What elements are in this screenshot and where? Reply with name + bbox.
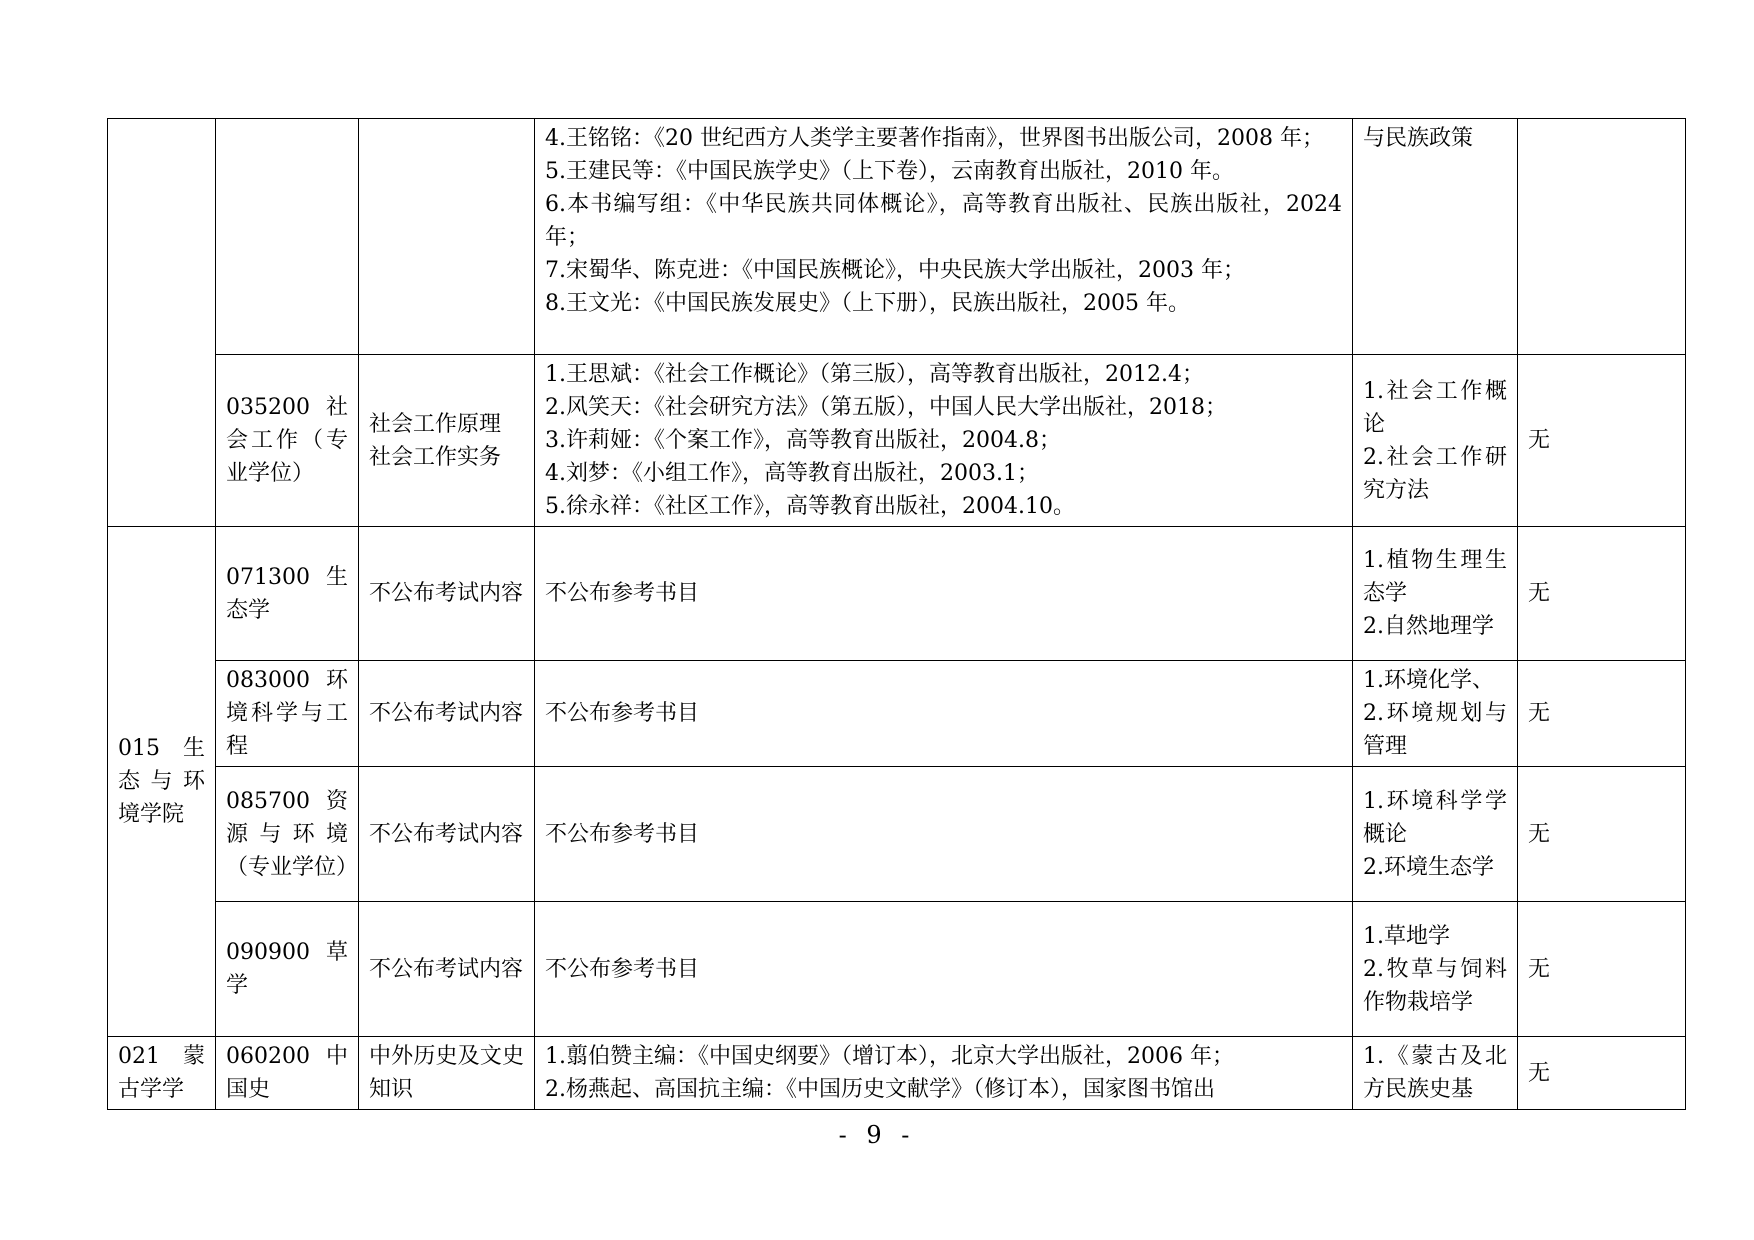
refs-cell: 不公布参考书目 [535, 767, 1353, 902]
refs-cell [535, 1037, 1353, 1110]
ref-line: 6.本书编写组：《中华民族共同体概论》，高等教育出版社、民族出版社，2024 年； [545, 192, 1342, 250]
major-cell: 071300 生态学 [216, 527, 359, 661]
table-row [108, 661, 1686, 767]
reference-table [107, 118, 1686, 1110]
refs-cell: 不公布参考书目 [535, 527, 1353, 661]
ref-line: 8.王文光：《中国民族发展史》（上下册），民族出版社，2005 年。 [545, 291, 1190, 316]
extra-cell: 无 [1518, 1037, 1686, 1110]
retest-line: 1.社会工作概论 [1363, 378, 1507, 437]
retest-cell [1353, 355, 1518, 527]
retest-line: 1.草地学 [1363, 923, 1450, 949]
exam-cell: 不公布考试内容 [359, 661, 535, 767]
retest-line: 1.环境化学、 [1363, 668, 1494, 693]
retest-line: 1.植物生理生态学 [1363, 548, 1507, 606]
ref-line: 4.刘梦：《小组工作》，高等教育出版社，2003.1； [545, 461, 1039, 486]
table-row [108, 527, 1686, 661]
retest-cell [1353, 661, 1518, 767]
refs-cell: 不公布参考书目 [535, 661, 1353, 767]
refs-cell: 不公布参考书目 [535, 902, 1353, 1037]
ref-line: 1.翦伯赞主编：《中国史纲要》（增订本），北京大学出版社，2006 年； [545, 1044, 1234, 1069]
college-cell: 015 生态与环境学院 [108, 527, 216, 1037]
exam-cell [359, 119, 535, 355]
major-cell: 085700 资源与环境（专业学位） [216, 767, 359, 902]
retest-line: 1.环境科学学概论 [1363, 788, 1507, 847]
college-cell: 021 蒙古学学 [108, 1037, 216, 1110]
extra-cell: 无 [1518, 767, 1686, 902]
table-row [108, 119, 1686, 355]
refs-cell [535, 119, 1353, 355]
extra-cell: 无 [1518, 527, 1686, 661]
college-cell [108, 119, 216, 527]
ref-line: 2.风笑天：《社会研究方法》（第五版），中国人民大学出版社，2018； [545, 395, 1227, 420]
ref-line: 5.王建民等：《中国民族学史》（上下卷），云南教育出版社，2010 年。 [545, 159, 1234, 184]
major-cell [216, 119, 359, 355]
table-row [108, 767, 1686, 902]
extra-cell [1518, 119, 1686, 355]
exam-cell: 不公布考试内容 [359, 527, 535, 661]
retest-line: 2.牧草与饲料作物栽培学 [1363, 956, 1507, 1015]
retest-line: 2.社会工作研究方法 [1363, 444, 1507, 503]
major-cell: 035200 社会工作（专业学位） [216, 355, 359, 527]
table-row [108, 902, 1686, 1037]
extra-cell: 无 [1518, 902, 1686, 1037]
retest-line: 2.自然地理学 [1363, 614, 1494, 639]
ref-line: 3.许莉娅：《个案工作》，高等教育出版社，2004.8； [545, 428, 1061, 453]
exam-cell: 不公布考试内容 [359, 767, 535, 902]
extra-cell: 无 [1518, 355, 1686, 527]
retest-cell [1353, 527, 1518, 661]
page-number: - 9 - [838, 1121, 916, 1149]
table-row [108, 355, 1686, 527]
retest-cell [1353, 902, 1518, 1037]
ref-line: 1.王思斌：《社会工作概论》（第三版），高等教育出版社，2012.4； [545, 362, 1204, 387]
retest-cell: 1.《蒙古及北方民族史基 [1353, 1037, 1518, 1110]
exam-cell [359, 355, 535, 527]
extra-cell: 无 [1518, 661, 1686, 767]
major-cell: 083000 环境科学与工程 [216, 661, 359, 767]
ref-line: 7.宋蜀华、陈克进：《中国民族概论》，中央民族大学出版社，2003 年； [545, 258, 1245, 283]
exam-line: 社会工作实务 [369, 444, 502, 470]
retest-cell [1353, 119, 1518, 355]
ref-line: 5.徐永祥：《社区工作》，高等教育出版社，2004.10。 [545, 494, 1075, 519]
refs-cell [535, 355, 1353, 527]
table-row [108, 1037, 1686, 1110]
exam-cell: 中外历史及文史知识 [359, 1037, 535, 1110]
major-cell: 090900 草学 [216, 902, 359, 1037]
retest-line: 2.环境生态学 [1363, 854, 1494, 880]
retest-line: 与民族政策 [1363, 126, 1474, 151]
major-cell: 060200 中国史 [216, 1037, 359, 1110]
exam-line: 社会工作原理 [369, 411, 502, 437]
retest-cell [1353, 767, 1518, 902]
ref-line: 2.杨燕起、高国抗主编：《中国历史文献学》（修订本），国家图书馆出 [545, 1077, 1215, 1102]
exam-cell: 不公布考试内容 [359, 902, 535, 1037]
retest-line: 2.环境规划与管理 [1363, 701, 1507, 759]
ref-line: 4.王铭铭：《20 世纪西方人类学主要著作指南》，世界图书出版公司，2008 年； [545, 126, 1324, 151]
